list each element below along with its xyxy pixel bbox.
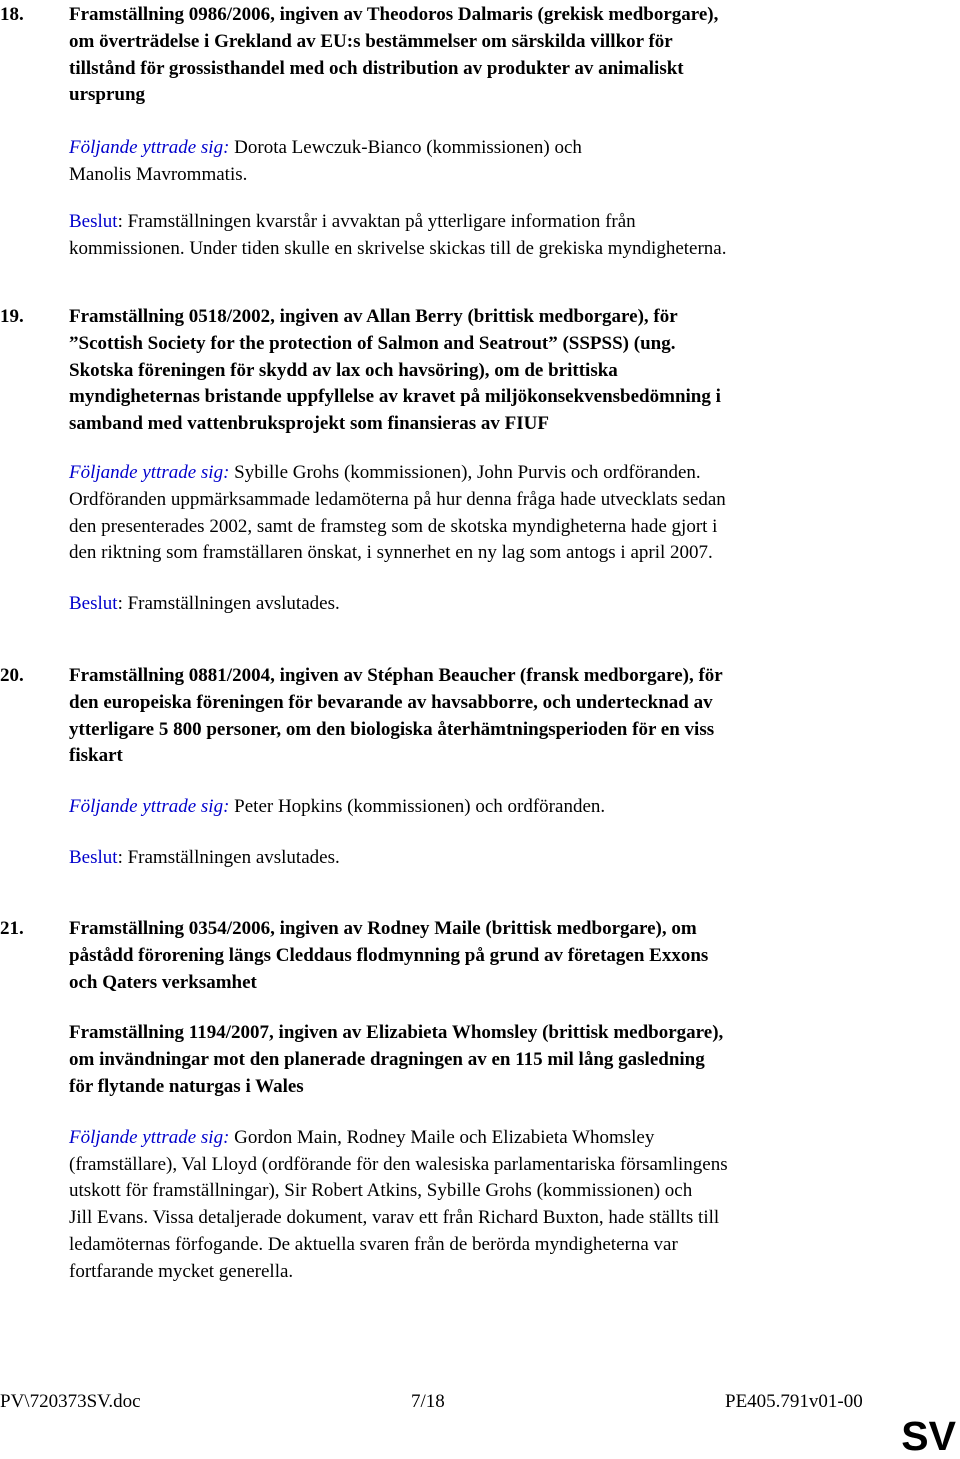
petition-title: Framställning 0881/2004, ingiven av Stéphan Beaucher (fransk medborgare), för den europeiska föreningen för bevarande av havsabborre, och undertecknad av ytterligare 5 800 personer, om den biologiska återhämtningsperioden för en viss fiskart <box>69 665 723 767</box>
decision-text: : Framställningen avslutades. <box>117 846 340 868</box>
language-code: SV <box>901 1413 956 1459</box>
item-number: 18. <box>0 4 24 25</box>
item-number: 21. <box>0 918 24 939</box>
speakers-text: Dorota Lewczuk-Bianco (kommissionen) och Manolis Mavrommatis. <box>69 137 582 185</box>
speakers-label: Följande yttrade sig: <box>69 1126 230 1148</box>
decision-text: : Framställningen kvarstår i avvaktan på ytterligare information från kommissionen. Under tiden skulle en skrivelse skickas till de grekiska myndigheterna. <box>69 210 727 259</box>
decision-label: Beslut <box>69 210 118 232</box>
petition-title: Framställning 0518/2002, ingiven av Allan Berry (brittisk medborgare), för ”Scottish Society for the protection of Salmon and Seatrout” (SSPSS) (ung. Skotska föreningen för skydd av lax och havsöring), om de brittiska myndigheternas bristande uppfyllelse av kravet på miljökonsekvensbedömning i samband med vattenbruksprojekt som finansieras av FIUF <box>69 306 721 435</box>
petition-title: Framställning 0354/2006, ingiven av Rodney Maile (brittisk medborgare), om påstådd förorening längs Cleddaus flodmynning på grund av företagen Exxons och Qaters verksamhet <box>69 918 709 993</box>
speakers-text: Peter Hopkins (kommissionen) och ordföranden. <box>234 796 606 818</box>
speakers-text: Gordon Main, Rodney Maile och Elizabieta Whomsley (framställare), Val Lloyd (ordförande för den walesiska parlamentariska församlingens utskott för framställningar), Sir Robert Atkins, Sybille Grohs (kommissionen) och Jill Evans. Vissa detaljerade dokument, varav ett från Richard Buxton, hade ställts till ledamöternas förfogande. De aktuella svaren från de berörda myndigheterna var fortfarande mycket generella. <box>69 1126 728 1282</box>
page-number: 7/18 <box>411 1391 445 1412</box>
speakers-label: Följande yttrade sig: <box>69 137 230 159</box>
decision-paragraph <box>69 591 954 618</box>
item-number: 20. <box>0 665 24 686</box>
petition-title-2: Framställning 1194/2007, ingiven av Elizabieta Whomsley (brittisk medborgare), om invändningar mot den planerade dragningen av en 115 mil lång gasledning för flytande naturgas i Wales <box>69 1022 724 1097</box>
speakers-label: Följande yttrade sig: <box>69 461 230 483</box>
decision-paragraph <box>69 209 954 263</box>
speakers-text: Sybille Grohs (kommissionen), John Purvis och ordföranden. Ordföranden uppmärksammade ledamöterna på hur denna fråga hade utvecklats sedan den presenterades 2002, samt de framsteg som de skotska myndigheterna hade gjort i den riktning som framställaren önskat, i synnerhet en ny lag som antogs i april 2007. <box>69 461 726 564</box>
pe-reference: PE405.791v01-00 <box>725 1391 863 1412</box>
petition-title: Framställning 0986/2006, ingiven av Theodoros Dalmaris (grekisk medborgare), om överträdelse i Grekland av EU:s bestämmelser om särskilda villkor för tillstånd för grossisthandel med och distribution av produkter av animaliskt ursprung <box>69 4 719 106</box>
document-reference: PV\720373SV.doc <box>0 1391 141 1412</box>
speakers-label: Följande yttrade sig: <box>69 796 230 818</box>
item-number: 19. <box>0 306 24 327</box>
decision-paragraph <box>69 845 954 872</box>
decision-label: Beslut <box>69 846 118 868</box>
speakers-paragraph <box>69 135 954 189</box>
decision-text: : Framställningen avslutades. <box>117 593 340 615</box>
speakers-paragraph <box>69 460 954 567</box>
speakers-paragraph <box>69 1125 954 1286</box>
decision-label: Beslut <box>69 593 118 615</box>
speakers-paragraph <box>69 794 954 821</box>
page-footer <box>0 1389 960 1419</box>
